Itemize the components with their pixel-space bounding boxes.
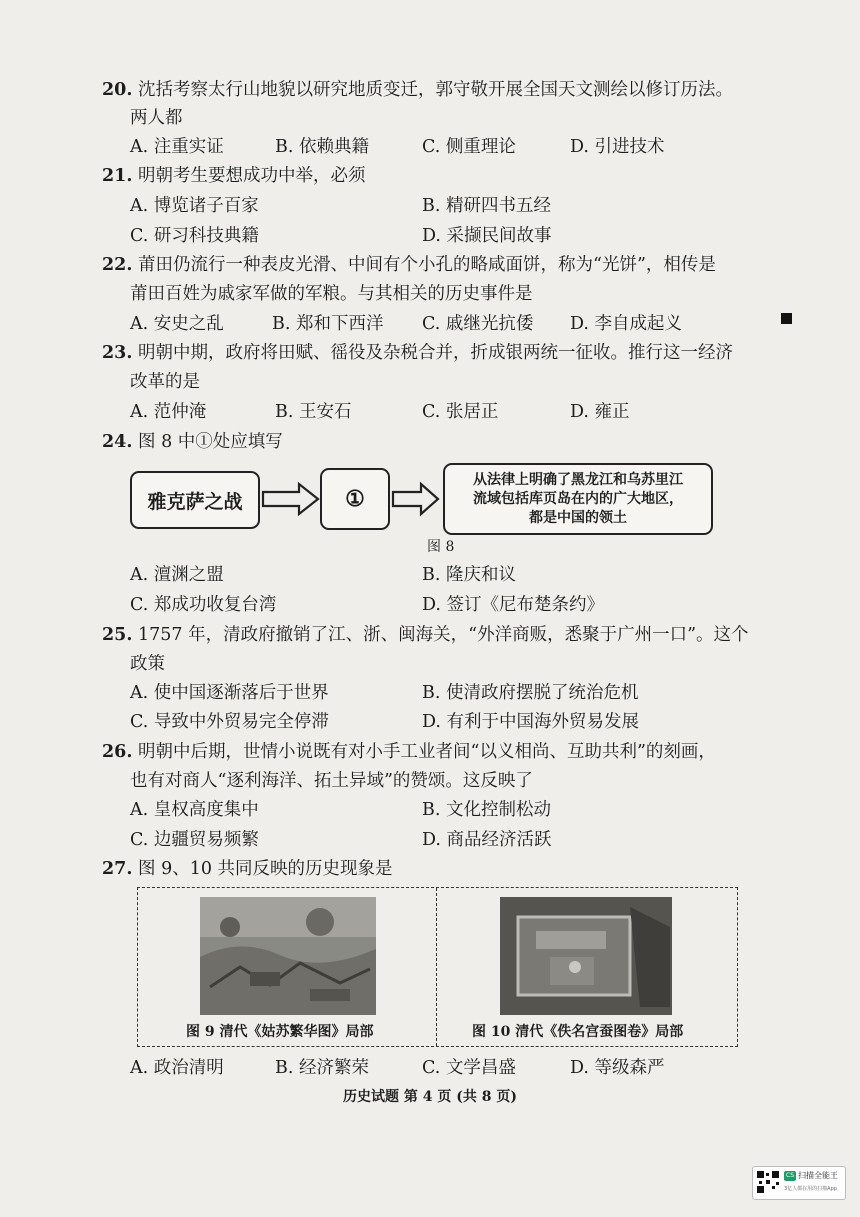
q21-option-b: B. 精研四书五经 — [422, 196, 551, 216]
camscanner-logo-icon: CS — [786, 1172, 794, 1179]
q25-option-c: C. 导致中外贸易完全停滞 — [130, 712, 329, 732]
q20-option-d: D. 引进技术 — [570, 137, 665, 157]
figure-9-caption: 图 9 清代《姑苏繁华图》局部 — [186, 1024, 374, 1040]
q25-stem-line1 — [102, 623, 749, 647]
q23-option-d: D. 雍正 — [570, 402, 630, 422]
q26-option-d: D. 商品经济活跃 — [422, 830, 552, 850]
q25-number: 25. — [102, 625, 133, 645]
q23-number: 23. — [102, 343, 133, 363]
q23-option-a: A. 范仲淹 — [130, 402, 207, 422]
q26-option-c: C. 边疆贸易频繁 — [130, 830, 259, 850]
q21-option-d: D. 采撷民间故事 — [422, 226, 552, 246]
q23-option-b: B. 王安石 — [275, 402, 352, 422]
q22-stem-line1 — [102, 253, 716, 277]
q27-stem-line1 — [102, 857, 393, 881]
q27-option-b: B. 经济繁荣 — [275, 1058, 369, 1078]
q21-option-c: C. 研习科技典籍 — [130, 226, 259, 246]
flow-arrow-1 — [261, 481, 321, 517]
q27-option-c: C. 文学昌盛 — [422, 1058, 516, 1078]
flow-box-treaty-result — [443, 463, 713, 535]
flow-box3-line1: 从法律上明确了黑龙江和乌苏里江 — [473, 471, 683, 488]
q20-option-a: A. 注重实证 — [130, 137, 224, 157]
black-square-mark — [781, 313, 792, 324]
q24-stem-text1: 图 8 中①处应填写 — [138, 432, 283, 452]
q23-option-c: C. 张居正 — [422, 402, 499, 422]
q20-stem-line1 — [102, 78, 733, 102]
q22-option-a: A. 安史之乱 — [130, 314, 224, 334]
q21-number: 21. — [102, 166, 133, 186]
q27-stem-text1: 图 9、10 共同反映的历史现象是 — [138, 859, 393, 879]
q23-stem-line2: 改革的是 — [130, 372, 200, 392]
q24-option-d: D. 签订《尼布楚条约》 — [422, 595, 605, 615]
q22-stem-text1: 莆田仍流行一种表皮光滑、中间有个小孔的略咸面饼，称为“光饼”，相传是 — [138, 255, 716, 275]
flow-box-yakesa-battle: 雅克萨之战 — [130, 471, 260, 529]
q26-option-a: A. 皇权高度集中 — [130, 800, 259, 820]
scanner-badge — [752, 1166, 846, 1200]
q22-option-b: B. 郑和下西洋 — [272, 314, 384, 334]
q24-stem-line1 — [102, 430, 283, 454]
q22-option-d: D. 李自成起义 — [570, 314, 683, 334]
q25-option-a: A. 使中国逐渐落后于世界 — [130, 683, 329, 703]
flow-box3-line2: 流域包括库页岛在内的广大地区， — [473, 490, 683, 507]
q24-option-b: B. 隆庆和议 — [422, 565, 516, 585]
flow-arrow-2 — [391, 481, 441, 517]
q20-option-c: C. 侧重理论 — [422, 137, 516, 157]
q24-option-c: C. 郑成功收复台湾 — [130, 595, 277, 615]
q25-option-b: B. 使清政府摆脱了统治危机 — [422, 683, 639, 703]
q25-stem-line2: 政策 — [130, 654, 165, 674]
q22-number: 22. — [102, 255, 133, 275]
q25-stem-text1: 1757 年，清政府撤销了江、浙、闽海关，“外洋商贩，悉聚于广州一口”。这个 — [138, 625, 749, 645]
q20-stem-line2: 两人都 — [130, 108, 183, 128]
q21-option-a: A. 博览诸子百家 — [130, 196, 259, 216]
figures-divider — [436, 888, 437, 1046]
q20-number: 20. — [102, 80, 133, 100]
scanner-badge-subtitle: 3亿人都在用的扫描App — [784, 1186, 837, 1192]
q26-stem-line1 — [102, 740, 716, 764]
q21-stem-line1 — [102, 164, 366, 188]
q26-stem-text1: 明朝中后期，世情小说既有对小手工业者间“以义相尚、互助共利”的刻画， — [138, 742, 716, 762]
q26-number: 26. — [102, 742, 133, 762]
q20-option-b: B. 依赖典籍 — [275, 137, 369, 157]
flow-box3-line3: 都是中国的领土 — [529, 509, 627, 526]
flow-box-blank-1: ① — [320, 468, 390, 530]
figure-10-silkworm-painting — [500, 897, 672, 1015]
q26-stem-line2: 也有对商人“逐利海洋、拓土异域”的赞颂。这反映了 — [130, 771, 533, 791]
q20-stem-text1: 沈括考察太行山地貌以研究地质变迁，郭守敬开展全国天文测绘以修订历法。 — [138, 80, 734, 100]
figure-10-caption: 图 10 清代《佚名宫蚕图卷》局部 — [472, 1024, 684, 1040]
q21-stem-text1: 明朝考生要想成功中举，必须 — [138, 166, 366, 186]
q23-stem-line1 — [102, 341, 733, 365]
q23-stem-text1: 明朝中期，政府将田赋、徭役及杂税合并，折成银两统一征收。推行这一经济 — [138, 343, 734, 363]
scanner-badge-title: 扫描全能王 — [798, 1171, 838, 1180]
figure-8-label: 图 8 — [427, 539, 455, 555]
q25-option-d: D. 有利于中国海外贸易发展 — [422, 712, 640, 732]
page-footer: 历史试题 第 4 页 (共 8 页) — [343, 1089, 517, 1105]
q24-option-a: A. 澶渊之盟 — [130, 565, 224, 585]
q24-number: 24. — [102, 432, 133, 452]
figure-9-gusu-painting — [200, 897, 376, 1015]
q26-option-b: B. 文化控制松动 — [422, 800, 551, 820]
q22-option-c: C. 戚继光抗倭 — [422, 314, 534, 334]
qr-code-icon — [756, 1170, 780, 1194]
q27-option-a: A. 政治清明 — [130, 1058, 224, 1078]
q22-stem-line2: 莆田百姓为戚家军做的军粮。与其相关的历史事件是 — [130, 284, 533, 304]
q27-number: 27. — [102, 859, 133, 879]
q27-option-d: D. 等级森严 — [570, 1058, 665, 1078]
